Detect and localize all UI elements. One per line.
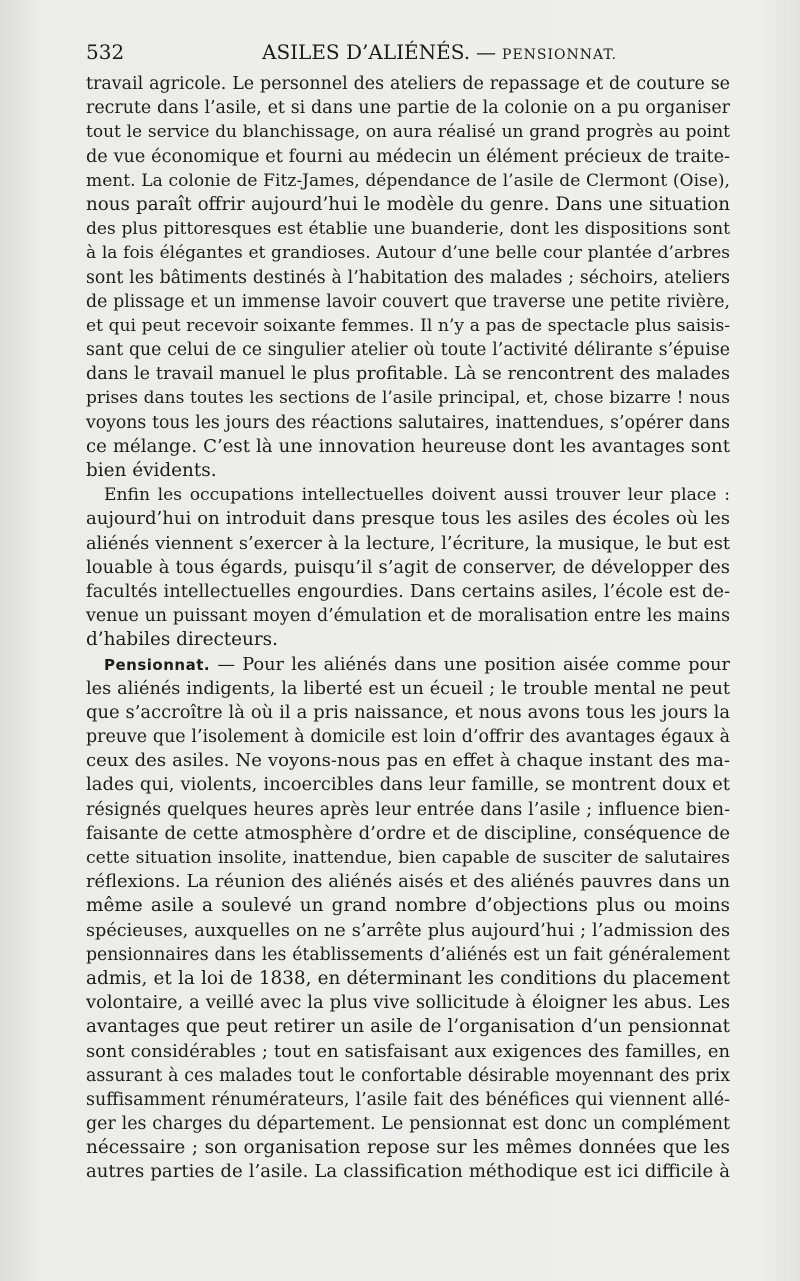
text-line: pensionnaires dans les établissements d’aliénés est un fait généralement: [86, 944, 730, 965]
text-line: nous paraît offrir aujourd’hui le modèle du genre. Dans une situation: [86, 193, 730, 215]
paragraph-pensionnat: [86, 653, 730, 1185]
text-line: lades qui, violents, incoercibles dans leur famille, se montrent doux et: [86, 774, 730, 796]
text-line: autres parties de l’asile. La classification méthodique est ici difficile à: [86, 1161, 730, 1183]
text-line: sant que celui de ce singulier atelier où toute l’activité délirante s’épuise: [86, 340, 730, 361]
text-line: bien évidents.: [86, 460, 217, 481]
text-line: ger les charges du département. Le pensionnat est donc un complément: [86, 1114, 730, 1135]
text-line-rest: — Pour les aliénés dans une position aisée comme pour: [210, 654, 730, 675]
running-title-main: ASILES D’ALIÉNÉS.: [262, 40, 471, 64]
text-line: spécieuses, auxquelles on ne s’arrête plus aujourd’hui ; l’admission des: [86, 920, 730, 941]
text-line: à la fois élégantes et grandioses. Autour d’une belle cour plantée d’arbres: [86, 243, 730, 264]
page-header: [86, 38, 732, 66]
text-line: ce mélange. C’est là une innovation heureuse dont les avantages sont: [86, 435, 730, 457]
text-line: des plus pittoresques est établie une buanderie, dont les dispositions sont: [86, 219, 730, 240]
text-line: même asile a soulevé un grand nombre d’objections plus ou moins: [86, 895, 730, 917]
text-line: les aliénés indigents, la liberté est un écueil ; le trouble mental ne peut: [86, 678, 730, 699]
text-line: ceux des asiles. Ne voyons-nous pas en effet à chaque instant des ma-: [86, 750, 730, 772]
paragraph-colonie: [86, 72, 730, 483]
text-line: sont considérables ; tout en satisfaisant aux exigences des familles, en: [86, 1040, 730, 1062]
text-line: suffisamment rénumérateurs, l’asile fait des bénéfices qui viennent allé-: [86, 1089, 730, 1110]
text-line: prises dans toutes les sections de l’asile principal, et, chose bizarre ! nous: [86, 388, 730, 409]
running-title-separator: —: [476, 40, 497, 64]
text-line: recrute dans l’asile, et si dans une partie de la colonie on a pu organiser: [86, 98, 730, 119]
text-line: facultés intellectuelles engourdies. Dans certains asiles, l’école est de-: [86, 580, 730, 602]
text-line: preuve que l’isolement à domicile est loin d’offrir des avantages égaux à: [86, 727, 730, 748]
text-line: assurant à ces malades tout le confortable désirable moyennant des prix: [86, 1065, 730, 1086]
text-line: nécessaire ; son organisation repose sur les mêmes données que les: [86, 1137, 730, 1159]
text-line: de vue économique et fourni au médecin un élément précieux de traite-: [86, 146, 730, 167]
section-heading: Pensionnat.: [104, 655, 211, 674]
body-text: [86, 72, 730, 1185]
paragraph-occupations: [86, 483, 730, 652]
text-line: réflexions. La réunion des aliénés aisés et des aliénés pauvres dans un: [86, 871, 730, 893]
running-title-section: PENSIONNAT.: [502, 47, 618, 63]
text-line: Enfin les occupations intellectuelles doivent aussi trouver leur place :: [104, 485, 730, 506]
text-line: de plissage et un immense lavoir couvert que traverse une petite rivière,: [86, 291, 730, 312]
text-line: venue un puissant moyen d’émulation et de moralisation entre les mains: [86, 606, 730, 627]
text-line: volontaire, a veillé avec la plus vive sollicitude à éloigner les abus. Les: [86, 992, 730, 1014]
text-line: admis, et la loi de 1838, en déterminant les conditions du placement: [86, 967, 730, 989]
text-line: travail agricole. Le personnel des ateliers de repassage et de couture se: [86, 74, 730, 94]
text-line: dans le travail manuel le plus profitable. Là se rencontrent des malades: [86, 364, 730, 385]
text-line: que s’accroître là où il a pris naissance, et nous avons tous les jours la: [86, 701, 730, 723]
text-line: tout le service du blanchissage, on aura réalisé un grand progrès au point: [86, 122, 730, 143]
text-line: cette situation insolite, inattendue, bien capable de susciter de salutaires: [86, 848, 730, 868]
text-line: louable à tous égards, puisqu’il s’agit de conserver, de développer des: [86, 556, 730, 578]
text-line: avantages que peut retirer un asile de l’organisation d’un pensionnat: [86, 1016, 730, 1038]
running-title: [262, 38, 617, 69]
text-line: aliénés viennent s’exercer à la lecture, l’écriture, la musique, le but est: [86, 533, 730, 554]
page-number: 532: [86, 40, 125, 64]
text-line: sont les bâtiments destinés à l’habitation des malades ; séchoirs, ateliers: [86, 267, 730, 288]
text-line: d’habiles directeurs.: [86, 629, 278, 651]
text-line: voyons tous les jours des réactions salutaires, inattendues, s’opérer dans: [86, 412, 730, 433]
text-line: et qui peut recevoir soixante femmes. Il n’y a pas de spectacle plus saisis-: [86, 315, 730, 336]
text-line: aujourd’hui on introduit dans presque tous les asiles des écoles où les: [86, 508, 730, 530]
text-line: faisante de cette atmosphère d’ordre et de discipline, conséquence de: [86, 822, 730, 844]
text-line: résignés quelques heures après leur entrée dans l’asile ; influence bien-: [86, 799, 730, 820]
text-line: ment. La colonie de Fitz-James, dépendance de l’asile de Clermont (Oise),: [86, 170, 730, 191]
text-line: [86, 653, 730, 677]
